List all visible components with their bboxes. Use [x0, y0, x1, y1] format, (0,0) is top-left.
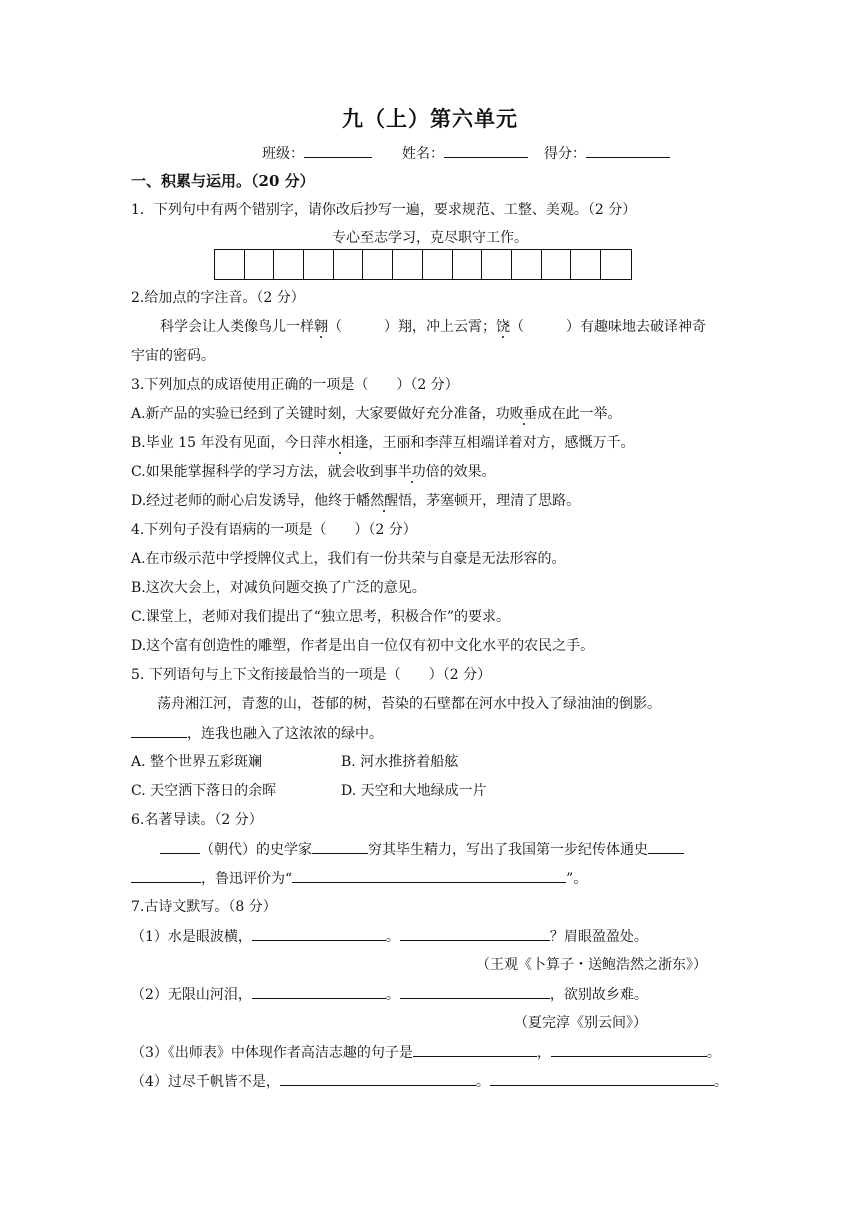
grid-cell[interactable] — [274, 250, 304, 279]
q7-blank[interactable] — [413, 1042, 537, 1057]
q4-option-a: A.在市级示范中学授牌仪式上，我们有一份共荣与自豪是无法形容的。 — [131, 551, 566, 567]
q7-blank[interactable] — [400, 926, 550, 941]
q5-text: ，连我也融入了这浓浓的绿中。 — [187, 726, 383, 742]
q2-line2: 宇宙的密码。 — [131, 348, 215, 364]
q7-text: 。 — [385, 987, 400, 1003]
dotted-char: 饶 — [496, 319, 510, 335]
option-text: 的效果。 — [439, 464, 496, 480]
q7-text: （4）过尽千帆皆不是， — [131, 1074, 280, 1090]
q1-stem: 1．下列句中有两个错别字，请你改后抄写一遍，要求规范、工整、美观。（2 分） — [131, 202, 637, 218]
q7-text: ？眉眼盈盈处。 — [549, 929, 648, 945]
option-text: A.新产品的实验已经到了关键时刻，大家要做好充分准备， — [131, 406, 496, 422]
q6-text: ”。 — [566, 871, 588, 887]
option-text: ，茅塞顿开，理清了思路。 — [412, 493, 581, 509]
class-field[interactable] — [304, 143, 372, 158]
q2-text: （ ）翔，冲上云霄； — [328, 319, 496, 335]
q7-text: ， — [536, 1045, 551, 1061]
q4-stem: 4.下列句子没有语病的一项是（ ）（2 分） — [131, 522, 417, 538]
q6-stem: 6.名著导读。（2 分） — [131, 812, 263, 828]
q5-stem: 5. 下列语句与上下文衔接最恰当的一项是（ ）（2 分） — [131, 667, 492, 683]
score-label: 得分： — [544, 146, 586, 162]
q5-blank[interactable] — [131, 723, 187, 738]
option-text: 在此一举。 — [551, 406, 622, 422]
q2-text: （ ）有趣味地去破译神奇 — [510, 319, 706, 335]
grid-cell[interactable] — [512, 250, 542, 279]
q7-text: （2）无限山河泪， — [131, 987, 252, 1003]
q7-text: （3）《出师表》中体现作者高洁志趣的句子是 — [131, 1045, 413, 1061]
q6-blank-historian[interactable] — [312, 839, 368, 854]
q4-option-d: D.这个富有创造性的雕塑，作者是出自一位仅有初中文化水平的农民之手。 — [131, 638, 595, 654]
dotted-idiom: 功败垂成 — [495, 406, 552, 422]
score-field[interactable] — [586, 143, 670, 158]
option-text: ，王丽和李萍互相端详着对方，感慨万千。 — [368, 435, 635, 451]
q7-text: ，欲别故乡难。 — [549, 987, 648, 1003]
name-label: 姓名： — [402, 146, 444, 162]
q1-writing-grid[interactable] — [214, 249, 632, 280]
option-text: B.毕业 15 年没有见面，今日 — [131, 435, 313, 451]
grid-cell[interactable] — [453, 250, 483, 279]
q7-blank[interactable] — [252, 926, 386, 941]
grid-cell[interactable] — [245, 250, 275, 279]
q5-option-a: A. 整个世界五彩斑斓 — [131, 754, 263, 770]
q5-passage: 荡舟湘江河，青葱的山，苍郁的树，苔染的石壁都在河水中投入了绿油油的倒影。 — [157, 696, 661, 712]
section-heading: 一、积累与运用。（20 分） — [131, 172, 315, 190]
option-text: C.如果能掌握科学的学习方法，就会收到 — [131, 464, 384, 480]
q7-blank[interactable] — [252, 984, 386, 999]
q7-text: 。 — [475, 1074, 490, 1090]
q7-item3 — [131, 1042, 721, 1063]
q2-text: 科学会让人类像鸟儿一样 — [160, 319, 314, 335]
q6-blank-book[interactable] — [648, 839, 684, 854]
q6-blank-quote[interactable] — [292, 868, 566, 883]
q7-text: （1）水是眼波横， — [131, 929, 252, 945]
grid-cell[interactable] — [423, 250, 453, 279]
grid-cell[interactable] — [393, 250, 423, 279]
q7-blank[interactable] — [490, 1071, 714, 1086]
q2-stem: 2.给加点的字注音。（2 分） — [131, 290, 305, 306]
q7-blank[interactable] — [280, 1071, 476, 1086]
q4-option-c: C.课堂上，老师对我们提出了“独立思考，积极合作”的要求。 — [131, 609, 510, 625]
q7-text: 。 — [706, 1045, 721, 1061]
dotted-idiom: 事半功倍 — [383, 464, 440, 480]
grid-cell[interactable] — [215, 250, 245, 279]
q7-item2 — [131, 984, 648, 1005]
q7-blank[interactable] — [551, 1042, 707, 1057]
dotted-idiom: 萍水相逢 — [312, 435, 369, 451]
grid-cell[interactable] — [482, 250, 512, 279]
q5-option-b: B. 河水推挤着船舷 — [341, 754, 459, 770]
q6-blank-book-cont[interactable] — [131, 868, 201, 883]
q7-item2-source: （夏完淳《别云间》） — [514, 1015, 647, 1031]
option-text: D.经过老师的耐心启发诱导，他终于 — [131, 493, 357, 509]
q7-item1-source: （王观《卜算子・送鲍浩然之浙东》） — [476, 957, 707, 973]
page-title: 九（上）第六单元 — [342, 106, 518, 131]
name-field[interactable] — [444, 143, 528, 158]
class-label: 班级： — [262, 146, 304, 162]
q2-line1 — [160, 317, 706, 337]
dotted-idiom: 幡然醒悟 — [356, 493, 413, 509]
dotted-char: 翱 — [314, 319, 328, 335]
q7-stem: 7.古诗文默写。（8 分） — [131, 899, 277, 915]
q6-blank-dynasty[interactable] — [160, 839, 200, 854]
grid-cell[interactable] — [304, 250, 334, 279]
q6-line1 — [160, 839, 684, 860]
student-info-row — [262, 143, 670, 164]
q5-passage-2 — [131, 723, 383, 744]
q4-option-b: B.这次大会上，对减负问题交换了广泛的意见。 — [131, 580, 426, 596]
q3-stem: 3.下列加点的成语使用正确的一项是（ ）（2 分） — [131, 377, 459, 393]
q3-option-d — [131, 491, 580, 511]
q1-sentence: 专心至志学习，克尽职守工作。 — [332, 230, 528, 246]
q3-option-c — [131, 462, 496, 482]
q7-item1 — [131, 926, 648, 947]
q6-line2 — [131, 868, 587, 889]
q6-text: 穷其毕生精力，写出了我国第一步纪传体通史 — [368, 842, 648, 858]
q7-text: 。 — [713, 1074, 728, 1090]
grid-cell[interactable] — [571, 250, 601, 279]
grid-cell[interactable] — [363, 250, 393, 279]
q3-option-b — [131, 433, 634, 453]
q7-item4 — [131, 1071, 728, 1092]
q7-text: 。 — [385, 929, 400, 945]
grid-cell[interactable] — [601, 250, 631, 279]
q7-blank[interactable] — [400, 984, 550, 999]
q6-text: ，鲁迅评价为“ — [201, 871, 293, 887]
q3-option-a — [131, 404, 622, 424]
q5-option-c: C. 天空洒下落日的余晖 — [131, 783, 277, 799]
grid-cell[interactable] — [542, 250, 572, 279]
grid-cell[interactable] — [334, 250, 364, 279]
q5-option-d: D. 天空和大地绿成一片 — [341, 783, 487, 799]
q6-text: （朝代）的史学家 — [200, 842, 312, 858]
